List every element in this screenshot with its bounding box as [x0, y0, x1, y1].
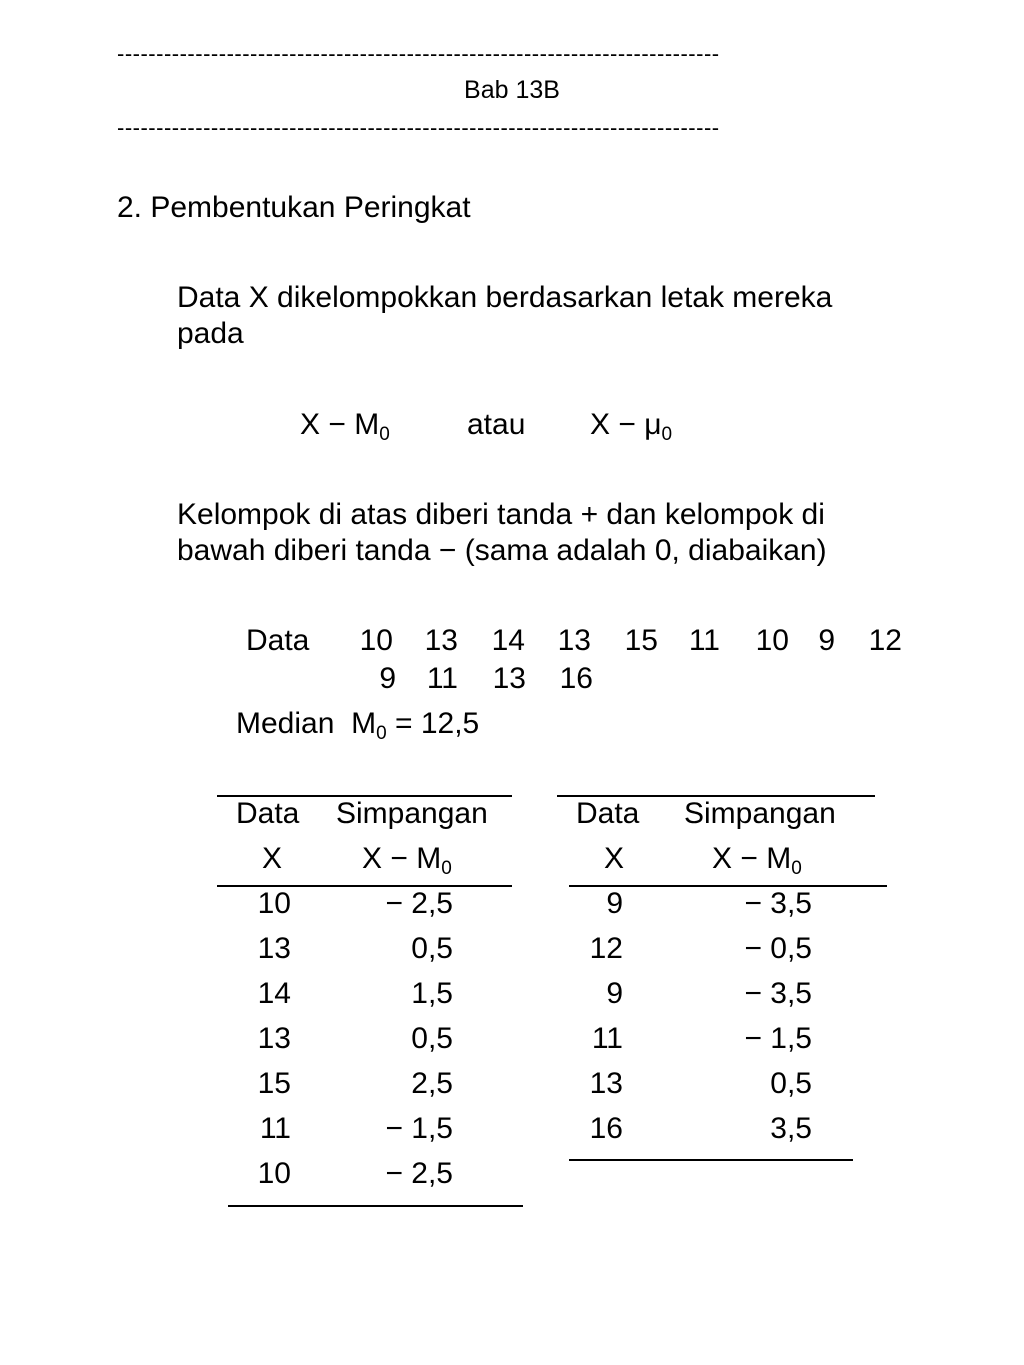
table-1-data-cell: 13: [257, 1022, 291, 1055]
table-1-header-deviation: $X - M_0$: [362, 842, 452, 879]
data-row-1-value: 15: [624, 624, 658, 657]
table-2-data-cell: 13: [589, 1067, 623, 1100]
table-2-data-cell: 9: [606, 977, 623, 1010]
table-2-deviation-cell: − 1,5: [744, 1022, 812, 1055]
table-1-data-cell: 10: [257, 1157, 291, 1190]
table-2-header-simpangan: Simpangan: [684, 797, 836, 830]
header-dash-bottom: -----------------------------------------------------------------------------: [117, 116, 720, 140]
formula-right: $X - \mu_0$: [590, 408, 673, 445]
table-1-header-data: Data: [236, 797, 300, 830]
table-2-deviation-cell: − 3,5: [744, 977, 812, 1010]
data-row-1-value: 10: [359, 624, 393, 657]
table-2-header-x: X: [604, 842, 625, 875]
table-2-deviation-cell: 3,5: [770, 1112, 812, 1145]
data-row-1-value: 14: [491, 624, 525, 657]
table-1-bottom-rule: [228, 1205, 523, 1207]
paragraph-1-line-2: pada: [177, 317, 244, 350]
table-1-data-cell: 11: [259, 1112, 291, 1145]
table-1-deviation-cell: 0,5: [411, 1022, 453, 1055]
table-2-deviation-cell: − 3,5: [744, 887, 812, 920]
data-row-2-value: 16: [559, 662, 593, 695]
data-row-1-value: 11: [688, 624, 720, 657]
table-1-deviation-cell: 1,5: [411, 977, 453, 1010]
table-1-deviation-cell: − 2,5: [385, 1157, 453, 1190]
section-title: 2. Pembentukan Peringkat: [117, 191, 471, 224]
data-row-1-value: 13: [424, 624, 458, 657]
data-label: Data: [246, 624, 310, 657]
median-line: Median $M_0 = 12,5$: [236, 707, 480, 744]
paragraph-2-line-1: Kelompok di atas diberi tanda + dan kelompok di: [177, 498, 825, 531]
data-row-2-value: 9: [379, 662, 396, 695]
data-row-1-value: 13: [557, 624, 591, 657]
data-row-2-value: 13: [492, 662, 526, 695]
table-1-deviation-cell: 2,5: [411, 1067, 453, 1100]
table-1-header-x: X: [262, 842, 283, 875]
header-dash-top: -----------------------------------------------------------------------------: [117, 42, 720, 66]
data-row-1-value: 12: [868, 624, 902, 657]
table-1-header-simpangan: Simpangan: [336, 797, 488, 830]
table-2-data-cell: 9: [606, 887, 623, 920]
formula-left: $X - M_0$: [300, 408, 390, 445]
table-2-data-cell: 12: [589, 932, 623, 965]
data-row-1-value: 10: [755, 624, 789, 657]
table-1-deviation-cell: 0,5: [411, 932, 453, 965]
table-1-data-cell: 10: [257, 887, 291, 920]
paragraph-2-line-2: bawah diberi tanda − (sama adalah 0, diabaikan): [177, 534, 827, 567]
table-2-bottom-rule: [569, 1159, 853, 1161]
table-1-deviation-cell: − 1,5: [385, 1112, 453, 1145]
table-1-data-cell: 14: [257, 977, 291, 1010]
formula-connector: atau: [467, 408, 526, 441]
data-row-2-value: 11: [426, 662, 458, 695]
table-1-data-cell: 13: [257, 932, 291, 965]
table-2-data-cell: 16: [589, 1112, 623, 1145]
table-1-data-cell: 15: [257, 1067, 291, 1100]
table-2-deviation-cell: − 0,5: [744, 932, 812, 965]
table-2-header-data: Data: [576, 797, 640, 830]
table-1-deviation-cell: − 2,5: [385, 887, 453, 920]
table-2-data-cell: 11: [591, 1022, 623, 1055]
paragraph-1-line-1: Data X dikelompokkan berdasarkan letak mereka: [177, 281, 833, 314]
data-row-1-value: 9: [818, 624, 835, 657]
table-2-header-deviation: $X - M_0$: [712, 842, 802, 879]
table-2-deviation-cell: 0,5: [770, 1067, 812, 1100]
chapter-label: Bab 13B: [464, 76, 560, 104]
